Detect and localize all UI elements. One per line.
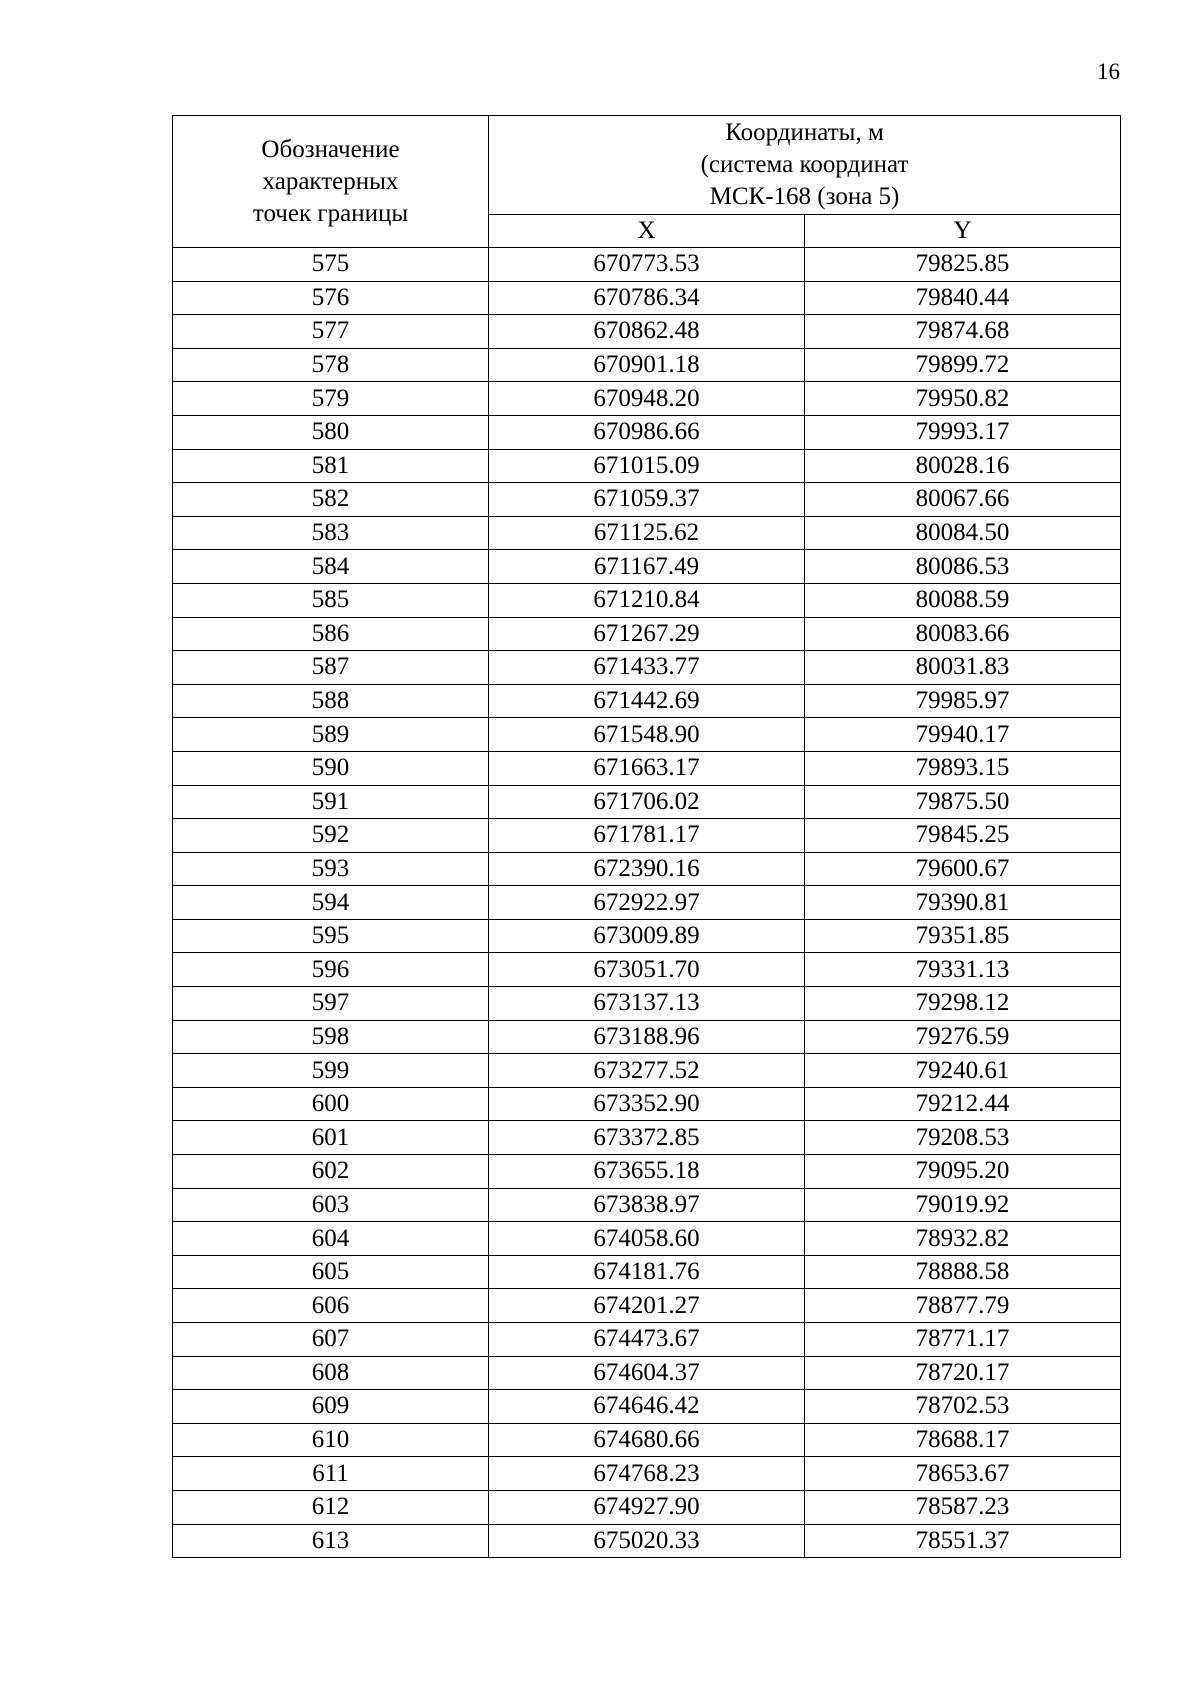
y-cell: 78653.67 [805, 1457, 1121, 1491]
table-row [173, 315, 1121, 349]
point-cell: 582 [173, 483, 489, 517]
x-cell: 673188.96 [489, 1020, 805, 1054]
table-row [173, 1490, 1121, 1524]
x-cell: 673372.85 [489, 1121, 805, 1155]
table-row [173, 1155, 1121, 1189]
table-row [173, 1457, 1121, 1491]
y-cell: 80067.66 [805, 483, 1121, 517]
header-coords-line-2: (система координат [700, 151, 909, 178]
point-cell: 597 [173, 987, 489, 1021]
point-cell: 602 [173, 1155, 489, 1189]
point-cell: 613 [173, 1524, 489, 1558]
point-cell: 592 [173, 819, 489, 853]
table-row [173, 1390, 1121, 1424]
table-row [173, 919, 1121, 953]
table-header [173, 116, 1121, 248]
point-cell: 598 [173, 1020, 489, 1054]
point-cell: 595 [173, 919, 489, 953]
page-number: 16 [1097, 59, 1120, 84]
point-cell: 587 [173, 651, 489, 685]
table-row [173, 248, 1121, 282]
y-cell: 79845.25 [805, 819, 1121, 853]
y-cell: 79390.81 [805, 886, 1121, 920]
y-cell: 79950.82 [805, 382, 1121, 416]
table-row [173, 1188, 1121, 1222]
x-cell: 673352.90 [489, 1087, 805, 1121]
table-row [173, 449, 1121, 483]
point-cell: 589 [173, 718, 489, 752]
table-row [173, 483, 1121, 517]
y-cell: 79351.85 [805, 919, 1121, 953]
x-cell: 671059.37 [489, 483, 805, 517]
x-cell: 671125.62 [489, 516, 805, 550]
x-cell: 670862.48 [489, 315, 805, 349]
point-cell: 594 [173, 886, 489, 920]
x-cell: 673137.13 [489, 987, 805, 1021]
x-cell: 674181.76 [489, 1255, 805, 1289]
x-cell: 674604.37 [489, 1356, 805, 1390]
y-cell: 79993.17 [805, 415, 1121, 449]
y-cell: 78932.82 [805, 1222, 1121, 1256]
x-cell: 673277.52 [489, 1054, 805, 1088]
point-cell: 578 [173, 348, 489, 382]
point-cell: 591 [173, 785, 489, 819]
header-x: X [489, 215, 805, 248]
y-cell: 78551.37 [805, 1524, 1121, 1558]
y-cell: 78688.17 [805, 1423, 1121, 1457]
table-row [173, 819, 1121, 853]
table-row [173, 886, 1121, 920]
y-cell: 79208.53 [805, 1121, 1121, 1155]
table-row [173, 1255, 1121, 1289]
point-cell: 604 [173, 1222, 489, 1256]
point-cell: 599 [173, 1054, 489, 1088]
table-row [173, 987, 1121, 1021]
y-cell: 79825.85 [805, 248, 1121, 282]
x-cell: 670901.18 [489, 348, 805, 382]
point-cell: 580 [173, 415, 489, 449]
coordinates-table [172, 115, 1121, 1558]
table-row [173, 1054, 1121, 1088]
y-cell: 80086.53 [805, 550, 1121, 584]
x-cell: 674201.27 [489, 1289, 805, 1323]
x-cell: 671267.29 [489, 617, 805, 651]
x-cell: 673051.70 [489, 953, 805, 987]
point-cell: 575 [173, 248, 489, 282]
x-cell: 671210.84 [489, 583, 805, 617]
table-row [173, 583, 1121, 617]
point-cell: 607 [173, 1323, 489, 1357]
y-cell: 79893.15 [805, 751, 1121, 785]
header-point-line-1: Обозначение [261, 135, 400, 163]
x-cell: 671706.02 [489, 785, 805, 819]
y-cell: 79212.44 [805, 1087, 1121, 1121]
point-cell: 612 [173, 1490, 489, 1524]
y-cell: 79019.92 [805, 1188, 1121, 1222]
point-cell: 608 [173, 1356, 489, 1390]
table-row [173, 852, 1121, 886]
x-cell: 673655.18 [489, 1155, 805, 1189]
x-cell: 671015.09 [489, 449, 805, 483]
y-cell: 78877.79 [805, 1289, 1121, 1323]
table-row [173, 1323, 1121, 1357]
x-cell: 673838.97 [489, 1188, 805, 1222]
x-cell: 670773.53 [489, 248, 805, 282]
table-row [173, 1121, 1121, 1155]
header-point-designation [173, 116, 489, 248]
x-cell: 674680.66 [489, 1423, 805, 1457]
y-cell: 79600.67 [805, 852, 1121, 886]
point-cell: 593 [173, 852, 489, 886]
y-cell: 79899.72 [805, 348, 1121, 382]
y-cell: 78587.23 [805, 1490, 1121, 1524]
point-cell: 601 [173, 1121, 489, 1155]
table-row [173, 751, 1121, 785]
y-cell: 79874.68 [805, 315, 1121, 349]
point-cell: 588 [173, 684, 489, 718]
table-row [173, 1087, 1121, 1121]
table-row [173, 1356, 1121, 1390]
y-cell: 79095.20 [805, 1155, 1121, 1189]
point-cell: 579 [173, 382, 489, 416]
point-cell: 590 [173, 751, 489, 785]
point-cell: 581 [173, 449, 489, 483]
x-cell: 670786.34 [489, 281, 805, 315]
table-row [173, 516, 1121, 550]
table-row [173, 348, 1121, 382]
point-cell: 600 [173, 1087, 489, 1121]
y-cell: 78720.17 [805, 1356, 1121, 1390]
table-row [173, 1524, 1121, 1558]
table-row [173, 684, 1121, 718]
table-body [173, 248, 1121, 1558]
y-cell: 79331.13 [805, 953, 1121, 987]
y-cell: 79240.61 [805, 1054, 1121, 1088]
y-cell: 78702.53 [805, 1390, 1121, 1424]
point-cell: 583 [173, 516, 489, 550]
table-row [173, 651, 1121, 685]
x-cell: 672922.97 [489, 886, 805, 920]
x-cell: 670948.20 [489, 382, 805, 416]
table-row [173, 550, 1121, 584]
table-row [173, 785, 1121, 819]
table-row [173, 1289, 1121, 1323]
x-cell: 673009.89 [489, 919, 805, 953]
y-cell: 79985.97 [805, 684, 1121, 718]
table-row [173, 617, 1121, 651]
point-cell: 577 [173, 315, 489, 349]
x-cell: 671663.17 [489, 751, 805, 785]
table-row [173, 1423, 1121, 1457]
table-row [173, 953, 1121, 987]
y-cell: 79840.44 [805, 281, 1121, 315]
x-cell: 672390.16 [489, 852, 805, 886]
y-cell: 80031.83 [805, 651, 1121, 685]
header-coordinates [489, 116, 1121, 215]
x-cell: 671781.17 [489, 819, 805, 853]
point-cell: 610 [173, 1423, 489, 1457]
y-cell: 80084.50 [805, 516, 1121, 550]
point-cell: 611 [173, 1457, 489, 1491]
x-cell: 675020.33 [489, 1524, 805, 1558]
x-cell: 674646.42 [489, 1390, 805, 1424]
table-row [173, 1020, 1121, 1054]
point-cell: 576 [173, 281, 489, 315]
point-cell: 609 [173, 1390, 489, 1424]
table-row [173, 1222, 1121, 1256]
point-cell: 584 [173, 550, 489, 584]
x-cell: 671433.77 [489, 651, 805, 685]
table-row [173, 718, 1121, 752]
point-cell: 596 [173, 953, 489, 987]
table-row [173, 382, 1121, 416]
y-cell: 78888.58 [805, 1255, 1121, 1289]
point-cell: 605 [173, 1255, 489, 1289]
x-cell: 671548.90 [489, 718, 805, 752]
table-row [173, 281, 1121, 315]
x-cell: 674473.67 [489, 1323, 805, 1357]
point-cell: 586 [173, 617, 489, 651]
x-cell: 671167.49 [489, 550, 805, 584]
y-cell: 78771.17 [805, 1323, 1121, 1357]
x-cell: 674768.23 [489, 1457, 805, 1491]
point-cell: 585 [173, 583, 489, 617]
x-cell: 670986.66 [489, 415, 805, 449]
header-point-line-2: характерных [262, 167, 399, 195]
x-cell: 674058.60 [489, 1222, 805, 1256]
header-point-line-3: точек границы [252, 199, 409, 227]
y-cell: 79298.12 [805, 987, 1121, 1021]
y-cell: 79276.59 [805, 1020, 1121, 1054]
table-row [173, 415, 1121, 449]
x-cell: 674927.90 [489, 1490, 805, 1524]
point-cell: 603 [173, 1188, 489, 1222]
header-coords-line-1: Координаты, м [725, 119, 884, 146]
point-cell: 606 [173, 1289, 489, 1323]
header-coords-line-3: МСК-168 (зона 5) [709, 183, 900, 210]
y-cell: 80083.66 [805, 617, 1121, 651]
y-cell: 79940.17 [805, 718, 1121, 752]
header-y: Y [805, 215, 1121, 248]
y-cell: 80088.59 [805, 583, 1121, 617]
y-cell: 79875.50 [805, 785, 1121, 819]
y-cell: 80028.16 [805, 449, 1121, 483]
x-cell: 671442.69 [489, 684, 805, 718]
